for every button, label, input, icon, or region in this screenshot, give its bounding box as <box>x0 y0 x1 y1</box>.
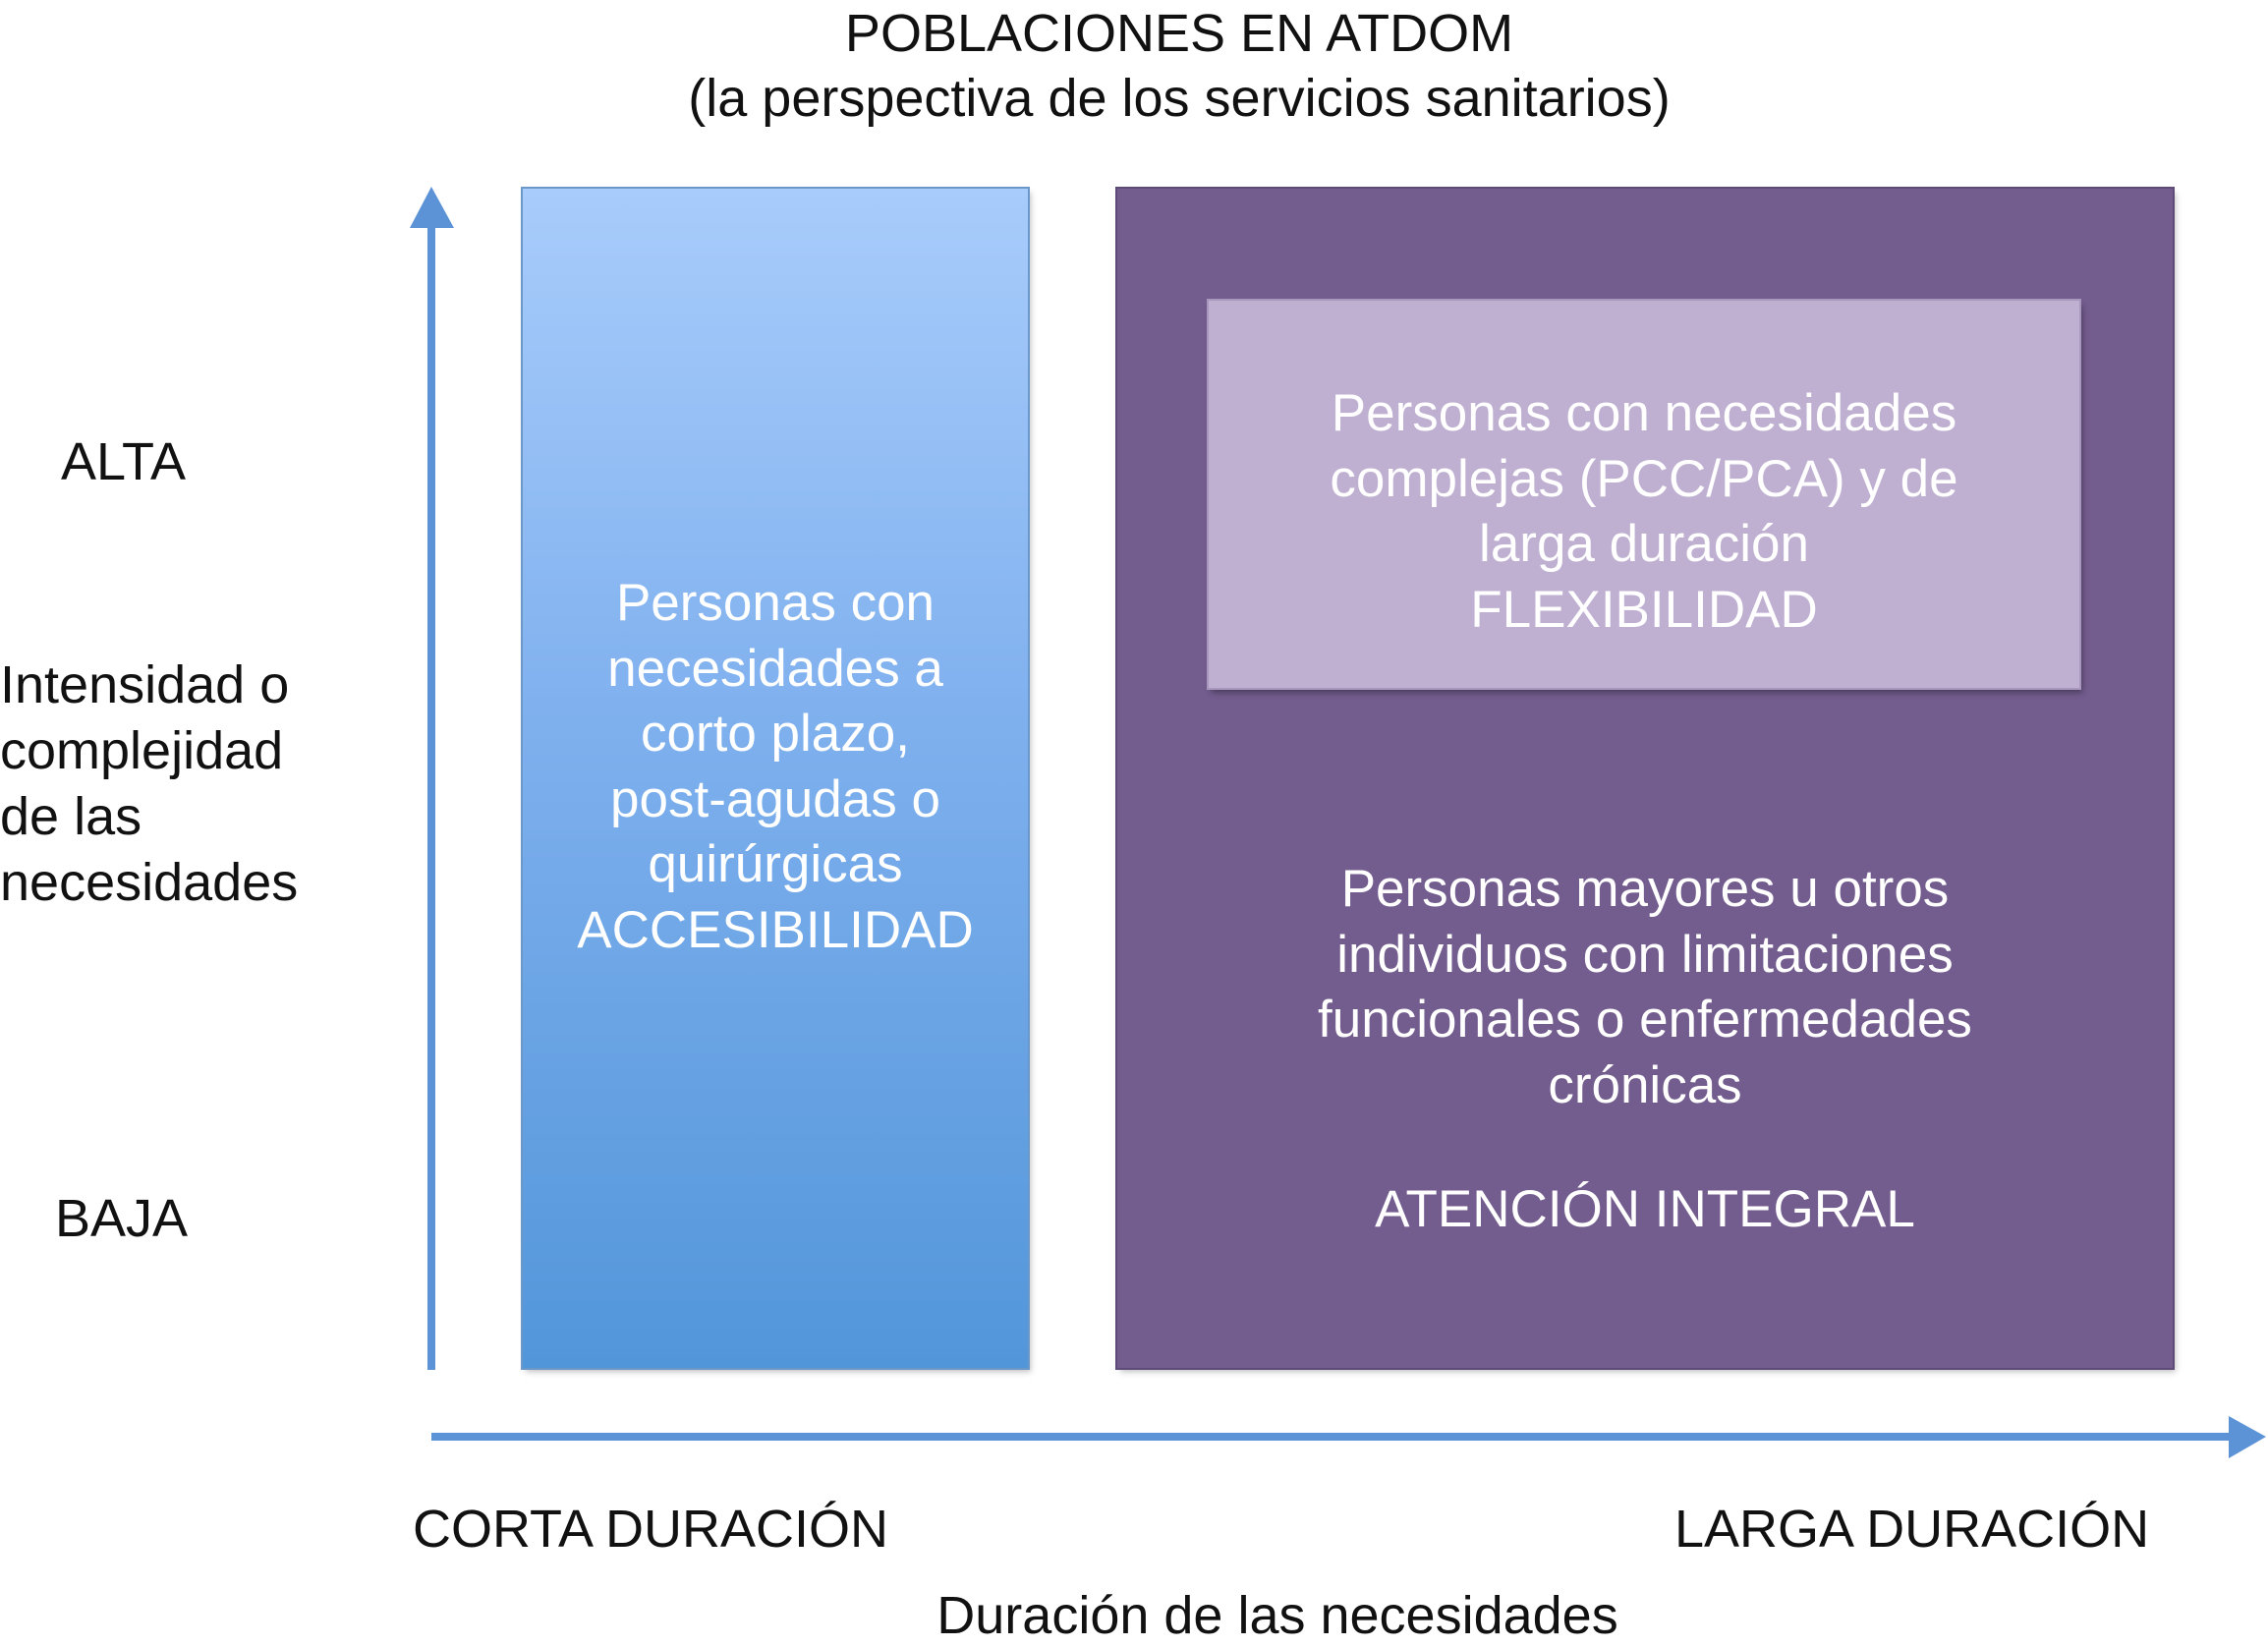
y-axis-title-line: de las <box>0 787 142 846</box>
complex-needs-line: larga duración <box>1479 515 1809 573</box>
y-axis-arrow <box>410 187 454 1370</box>
x-axis-short-label: CORTA DURACIÓN <box>413 1500 889 1559</box>
x-axis-arrow <box>431 1416 2266 1458</box>
y-axis-title-line: Intensidad o <box>0 655 290 714</box>
chronic-line: crónicas <box>1548 1055 1742 1114</box>
chronic-line: Personas mayores u otros <box>1340 860 1950 918</box>
chronic-keyword: ATENCIÓN INTEGRAL <box>1375 1180 1915 1238</box>
complex-needs-line: complejas (PCC/PCA) y de <box>1330 449 1958 508</box>
short-term-line: Personas con <box>615 574 936 632</box>
x-axis-title: Duración de las necesidades <box>936 1586 1618 1645</box>
x-axis-long-label: LARGA DURACIÓN <box>1674 1500 2150 1559</box>
y-axis-high-label: ALTA <box>61 432 187 491</box>
short-term-line: post-agudas o <box>610 769 940 828</box>
short-term-line: necesidades a <box>607 639 943 698</box>
complex-needs-keyword: FLEXIBILIDAD <box>1470 580 1818 639</box>
diagram-subtitle: (la perspectiva de los servicios sanitarios) <box>688 69 1671 128</box>
short-term-line: corto plazo, <box>641 705 910 763</box>
short-term-text <box>523 571 1028 963</box>
chronic-line: individuos con limitaciones <box>1336 925 1954 984</box>
short-term-line: quirúrgicas <box>648 835 903 893</box>
y-axis-low-label: BAJA <box>55 1189 189 1248</box>
y-axis-title-line: complejidad <box>0 721 284 780</box>
complex-needs-line: Personas con necesidades <box>1331 384 1957 442</box>
y-axis-title <box>0 653 334 916</box>
short-term-keyword: ACCESIBILIDAD <box>577 900 974 959</box>
complex-needs-text <box>1209 381 2079 643</box>
chronic-line: funcionales o enfermedades <box>1318 991 1972 1049</box>
chronic-text <box>1117 857 2173 1118</box>
diagram-title: POBLACIONES EN ATDOM <box>844 4 1514 63</box>
y-axis-title-line: necesidades <box>0 853 299 912</box>
